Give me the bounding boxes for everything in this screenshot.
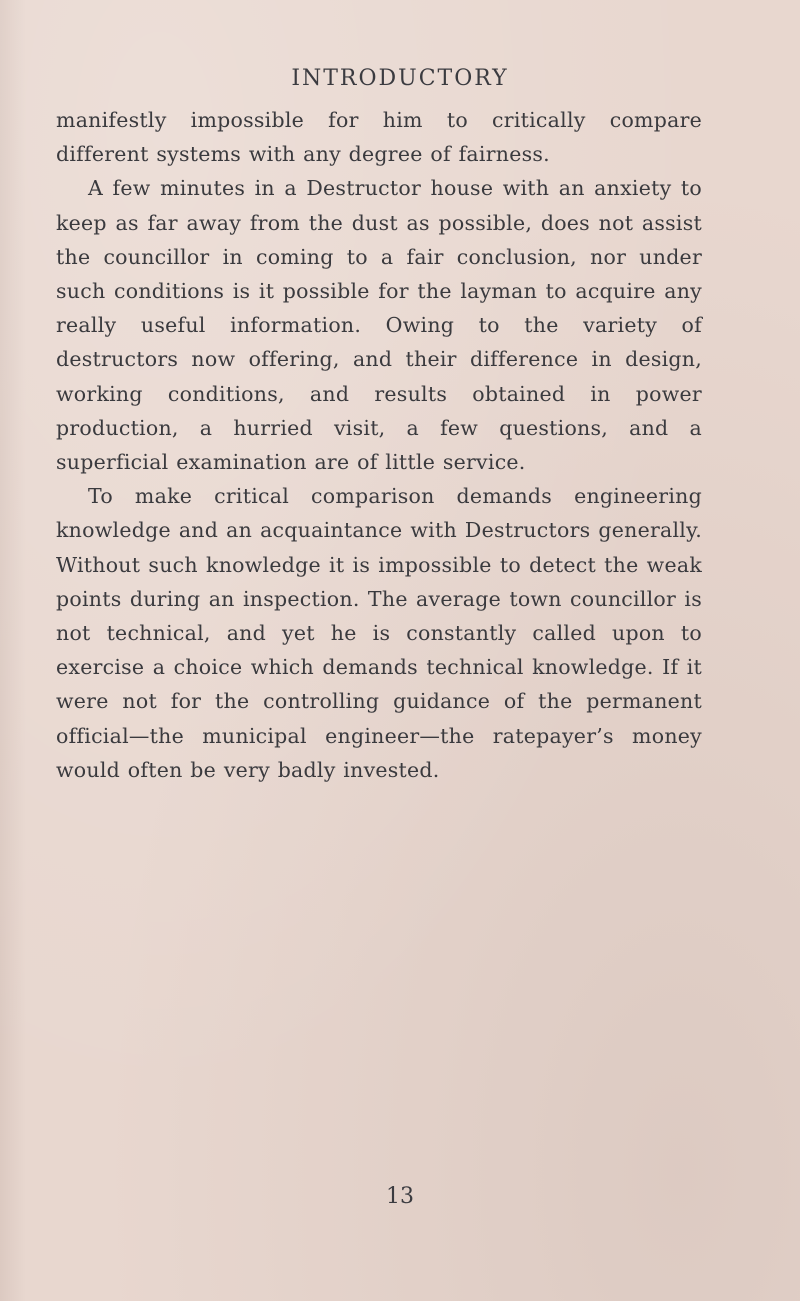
paragraph-critical-comparison: To make critical comparison demands engineering knowledge and an acquaintance with Destructors generally. Without such knowledge it is impossible to detect the weak points during an inspection. The average town councillor is not technical, and yet he is constantly called upon to exercise a choice which demands technical knowledge. If it were not for the controlling guidance of the permanent official—the municipal engineer—the ratepayer’s money would often be very badly invested. [56, 484, 702, 782]
page-number: 13 [386, 1184, 414, 1209]
body-text [56, 103, 702, 787]
paragraph-continued: manifestly impossible for him to critically compare different systems with any degree of fairness. [56, 108, 702, 167]
paragraph-destructor-visit: A few minutes in a Destructor house with an anxiety to keep as far away from the dust as possible, does not assist the councillor in coming to a fair conclusion, nor under such conditions is it possible for the layman to acquire any really useful information. Owing to the variety of destructors now offering, and their difference in design, working conditions, and results obtained in power production, a hurried visit, a few questions, and a superficial examination are of little service. [56, 176, 702, 475]
running-head: INTRODUCTORY [291, 66, 509, 91]
